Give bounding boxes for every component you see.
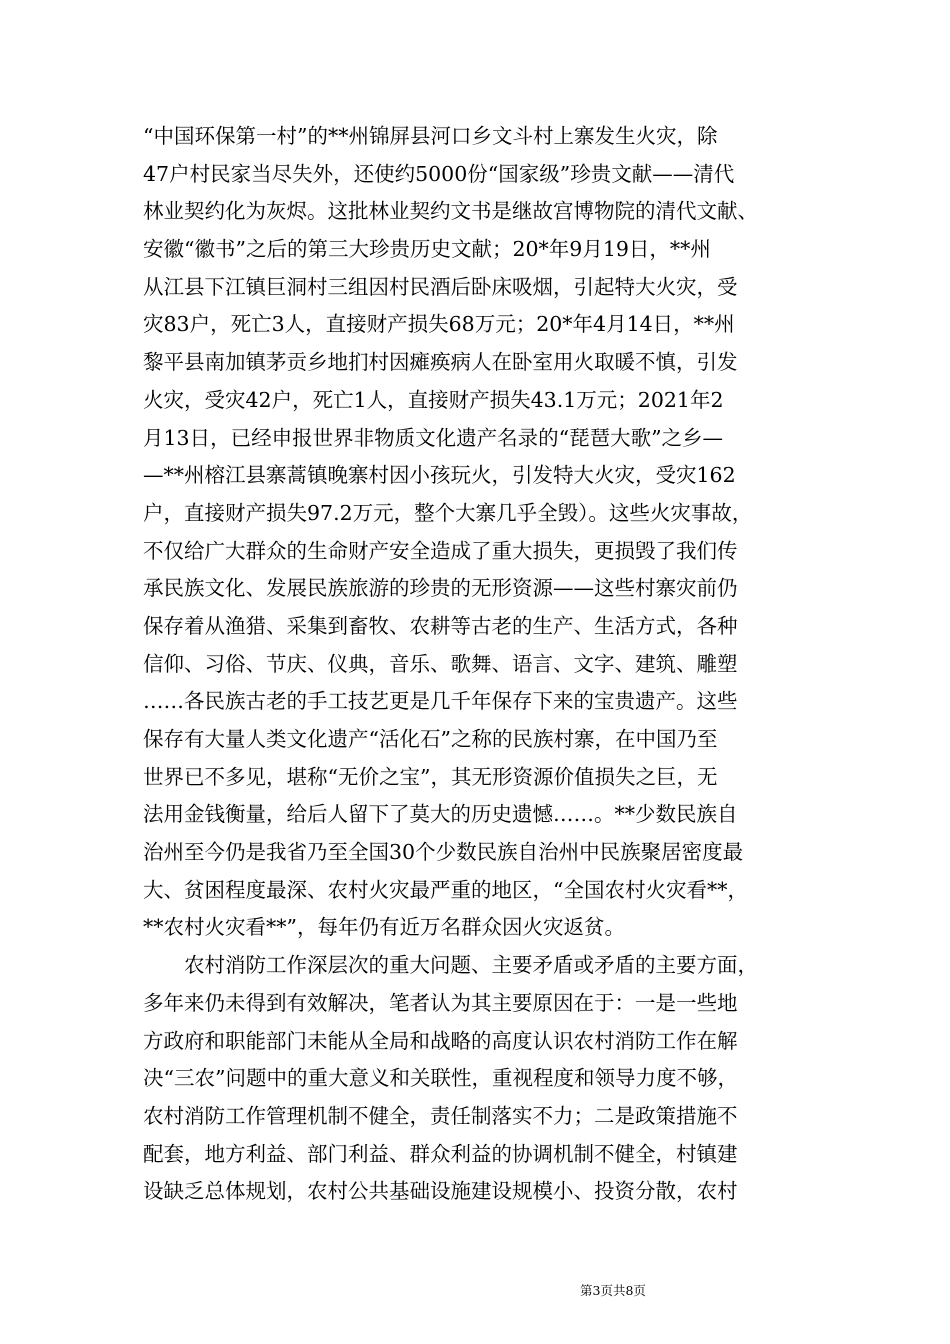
text-line: 设缺乏总体规划，农村公共基础设施建设规模小、投资分散，农村 xyxy=(143,1179,738,1204)
text-line: 安徽“徽书”之后的第三大珍贵历史文献；20*年9月19日，**州 xyxy=(143,237,711,262)
text-line: 治州至今仍是我省乃至全国30个少数民族自治州中民族聚居密度最 xyxy=(143,840,744,865)
text-line: 保存着从渔猎、采集到畜牧、农耕等古老的生产、生活方式，各种 xyxy=(143,613,738,638)
text-line: 大、贫困程度最深、农村火灾最严重的地区，“全国农村火灾看**， xyxy=(143,877,748,902)
text-line: 黎平县南加镇茅贡乡地扪村因瘫痪病人在卧室用火取暖不慎，引发 xyxy=(143,350,738,375)
text-line: 多年来仍未得到有效解决，笔者认为其主要原因在于：一是一些地 xyxy=(143,990,738,1015)
text-line: —**州榕江县寨蒿镇晚寨村因小孩玩火，引发特大火灾，受灾162 xyxy=(143,463,736,488)
text-line: **农村火灾看**”，每年仍有近万名群众因火灾返贫。 xyxy=(143,915,625,940)
text-line: 方政府和职能部门未能从全局和战略的高度认识农村消防工作在解 xyxy=(143,1028,738,1053)
text-line: 保存有大量人类文化遗产“活化石”之称的民族村寨，在中国乃至 xyxy=(143,727,718,751)
page-number-label: 第3页共8页 xyxy=(580,1283,646,1298)
text-line: 决“三农”问题中的重大意义和关联性，重视程度和领导力度不够， xyxy=(143,1066,738,1091)
paragraph-start-line: 农村消防工作深层次的重大问题、主要矛盾或矛盾的主要方面， xyxy=(184,953,758,978)
text-line: 不仅给广大群众的生命财产安全造成了重大损失，更损毁了我们传 xyxy=(143,538,738,563)
text-line: 月13日，已经申报世界非物质文化遗产名录的“琵琶大歌”之乡— xyxy=(143,425,724,450)
text-line: 从江县下江镇巨洞村三组因村民酒后卧床吸烟，引起特大火灾，受 xyxy=(143,274,738,299)
text-line: 火灾，受灾42户，死亡1人，直接财产损失43.1万元；2021年2 xyxy=(143,387,724,412)
text-line: 灾83户，死亡3人，直接财产损失68万元；20*年4月14日，**州 xyxy=(143,312,735,337)
text-line: 47户村民家当尽失外，还使约5000份“国家级”珍贵文献——清代 xyxy=(143,161,735,186)
text-line: 承民族文化、发展民族旅游的珍贵的无形资源——这些村寨灾前仍 xyxy=(143,576,738,601)
text-line: “中国环保第一村”的**州锦屏县河口乡文斗村上寨发生火灾，除 xyxy=(143,124,718,148)
text-line: 信仰、习俗、节庆、仪典，音乐、歌舞、语言、文字、建筑、雕塑 xyxy=(143,651,738,676)
text-line: 世界已不多见，堪称“无价之宝”，其无形资源价值损失之巨，无 xyxy=(143,764,718,789)
text-line: 农村消防工作管理机制不健全，责任制落实不力；二是政策措施不 xyxy=(143,1103,738,1128)
text-line: 林业契约化为灰烬。这批林业契约文书是继故宫博物院的清代文献、 xyxy=(143,199,758,224)
page-footer xyxy=(0,1281,950,1299)
text-line: 户，直接财产损失97.2万元，整个大寨几乎全毁）。这些火灾事故， xyxy=(143,500,753,525)
body-text xyxy=(143,118,813,1211)
text-line: ……各民族古老的手工技艺更是几千年保存下来的宝贵遗产。这些 xyxy=(143,689,738,714)
text-line: 配套，地方利益、部门利益、群众利益的协调机制不健全，村镇建 xyxy=(143,1141,738,1166)
text-line: 法用金钱衡量，给后人留下了莫大的历史遗憾……。**少数民族自 xyxy=(143,802,738,827)
